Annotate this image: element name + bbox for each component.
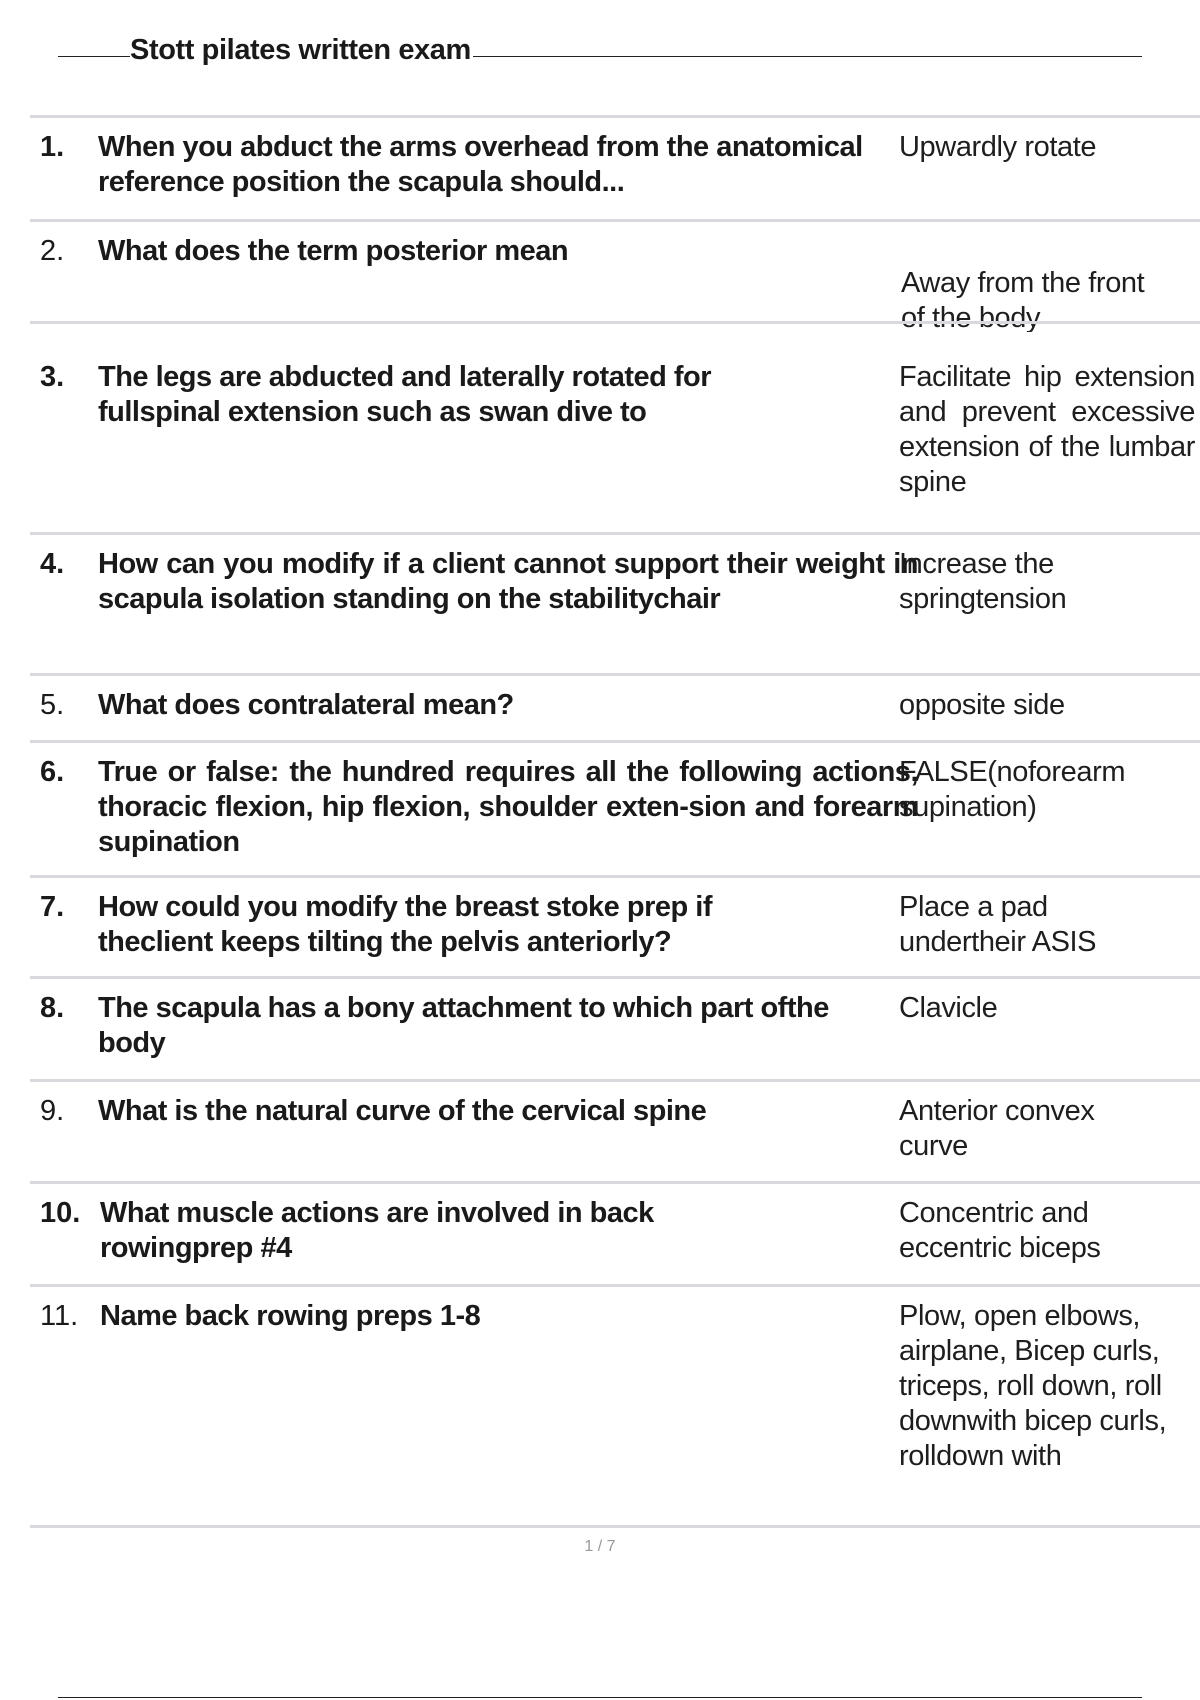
question-row-8 — [30, 976, 1200, 1079]
question-number: 5. — [40, 689, 65, 721]
question-number: 2. — [40, 235, 65, 267]
question-text: True or false: the hundred requires all the following actions, thoracic flexion, hip flexion, shoulder exten-sion and forearm supination — [98, 756, 918, 858]
answer-text: Anterior convex curve — [899, 1095, 1095, 1162]
question-number: 1. — [40, 131, 65, 163]
footer-rule — [58, 1697, 1142, 1698]
question-text: What muscle actions are involved in back rowingprep #4 — [100, 1197, 654, 1264]
question-number: 6. — [40, 756, 65, 788]
answer-text: FALSE(noforearm supination) — [899, 756, 1126, 823]
question-text: How could you modify the breast stoke prep if theclient keeps tilting the pelvis anteriorly? — [98, 891, 712, 958]
question-number: 11. — [40, 1300, 79, 1332]
answer-text: Plow, open elbows, airplane, Bicep curls, triceps, roll down, roll downwith bicep curls, rolldown with — [899, 1300, 1167, 1472]
answer-text: opposite side — [899, 689, 1065, 721]
answer-text: Place a pad undertheir ASIS — [899, 891, 1097, 958]
question-row-6 — [30, 740, 1200, 875]
question-text: What does the term posterior mean — [98, 235, 569, 267]
answer-text: Away from the front of the body — [901, 267, 1145, 332]
question-row-7 — [30, 875, 1200, 976]
question-text: The scapula has a bony attachment to which part ofthe body — [98, 992, 829, 1059]
question-row-11 — [30, 1284, 1200, 1528]
question-row-1 — [30, 115, 1200, 219]
question-number: 7. — [40, 891, 65, 923]
answer-text: Facilitate hip extension and prevent excessive extension of the lumbar spine — [899, 361, 1195, 498]
question-text: The legs are abducted and laterally rotated for fullspinal extension such as swan dive to — [98, 361, 712, 428]
answer-text: Upwardly rotate — [899, 131, 1097, 163]
question-text: Name back rowing preps 1-8 — [100, 1300, 481, 1332]
question-row-3 — [30, 321, 1200, 532]
question-number: 10. — [40, 1197, 81, 1229]
page-indicator: 1 / 7 — [584, 1538, 616, 1555]
question-row-2 — [30, 219, 1200, 332]
question-row-9 — [30, 1079, 1200, 1181]
question-row-5 — [30, 673, 1200, 740]
question-row-10 — [30, 1181, 1200, 1284]
question-number: 8. — [40, 992, 65, 1024]
question-text: What does contralateral mean? — [98, 689, 514, 721]
question-number: 4. — [40, 548, 65, 580]
qa-table — [30, 115, 1200, 1528]
answer-text: Clavicle — [899, 992, 998, 1024]
answer-text: Increase the springtension — [899, 548, 1067, 615]
question-number: 3. — [40, 361, 65, 393]
question-text: How can you modify if a client cannot support their weight in scapula isolation standing on the stabilitychair — [98, 548, 918, 615]
question-text: What is the natural curve of the cervical spine — [98, 1095, 707, 1127]
document-title: Stott pilates written exam — [130, 34, 471, 66]
question-row-4 — [30, 532, 1200, 673]
question-number: 9. — [40, 1095, 65, 1127]
question-text: When you abduct the arms overhead from the anatomical reference position the scapula should... — [98, 131, 863, 198]
answer-text: Concentric and eccentric biceps — [899, 1197, 1101, 1264]
